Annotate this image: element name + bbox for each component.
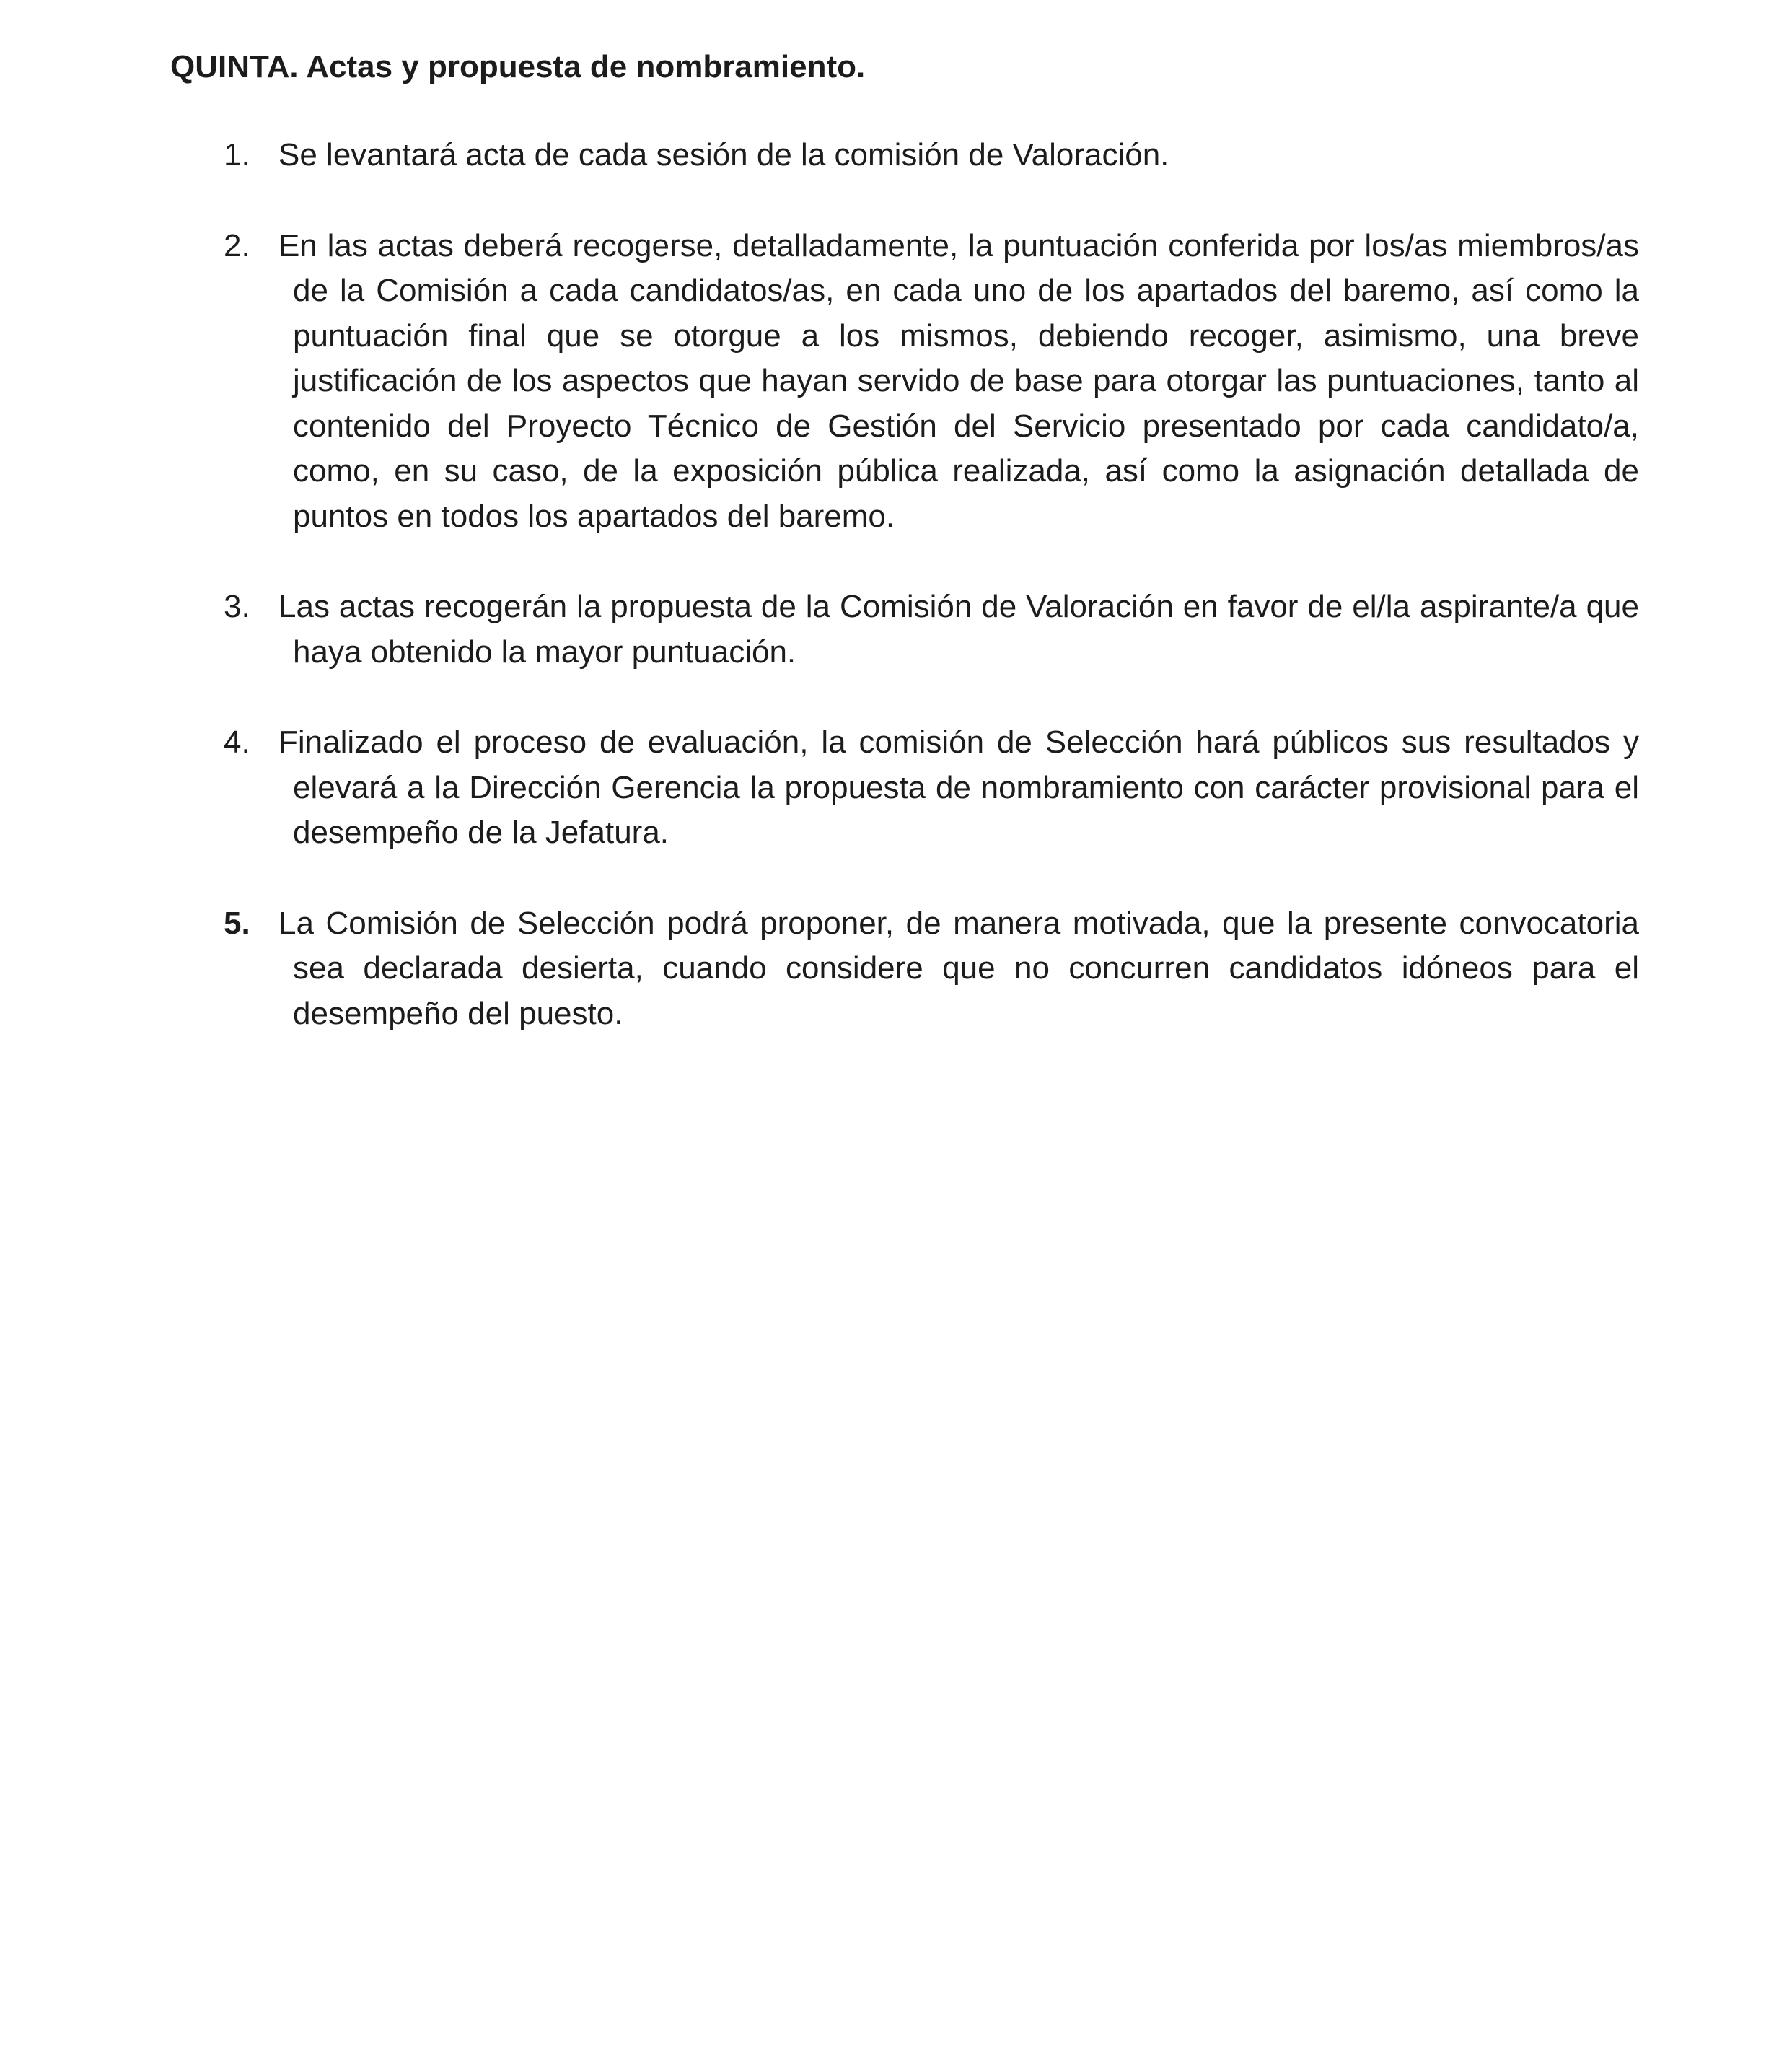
item-text: Se levantará acta de cada sesión de la comisión de Valoración. bbox=[278, 137, 1169, 172]
item-text: Las actas recogerán la propuesta de la Comisión de Valoración en favor de el/la aspirante/a que haya obtenido la mayor puntuación. bbox=[278, 589, 1639, 670]
item-text: La Comisión de Selección podrá proponer, de manera motivada, que la presente convocatoria sea declarada desierta, cuando considere que no concurren candidatos idóneos para el desempeño del puesto. bbox=[278, 905, 1639, 1031]
list-item bbox=[224, 224, 1639, 540]
list-item bbox=[224, 901, 1639, 1037]
numbered-list bbox=[224, 133, 1639, 1082]
item-number: 2. bbox=[224, 227, 250, 263]
item-number: 3. bbox=[224, 589, 250, 624]
item-text: Finalizado el proceso de evaluación, la comisión de Selección hará públicos sus resultados y elevará a la Dirección Gerencia la propuesta de nombramiento con carácter provisional para el desempeño de la Jefatura. bbox=[278, 724, 1639, 850]
list-item bbox=[224, 720, 1639, 856]
item-number: 1. bbox=[224, 137, 250, 172]
section-heading: QUINTA. Actas y propuesta de nombramiento. bbox=[170, 49, 866, 84]
item-number: 4. bbox=[224, 724, 250, 760]
list-item bbox=[224, 133, 1639, 178]
item-number: 5. bbox=[224, 905, 250, 941]
item-text: En las actas deberá recogerse, detalladamente, la puntuación conferida por los/as miembros/as de la Comisión a cada candidatos/as, en cada uno de los apartados del baremo, así como la puntuación final que se otorgue a los mismos, debiendo recoger, asimismo, una breve justificación de los aspectos que hayan servido de base para otorgar las puntuaciones, tanto al contenido del Proyecto Técnico de Gestión del Servicio presentado por cada candidato/a, como, en su caso, de la exposición pública realizada, así como la asignación detallada de puntos en todos los apartados del baremo. bbox=[278, 227, 1639, 534]
list-item bbox=[224, 584, 1639, 675]
